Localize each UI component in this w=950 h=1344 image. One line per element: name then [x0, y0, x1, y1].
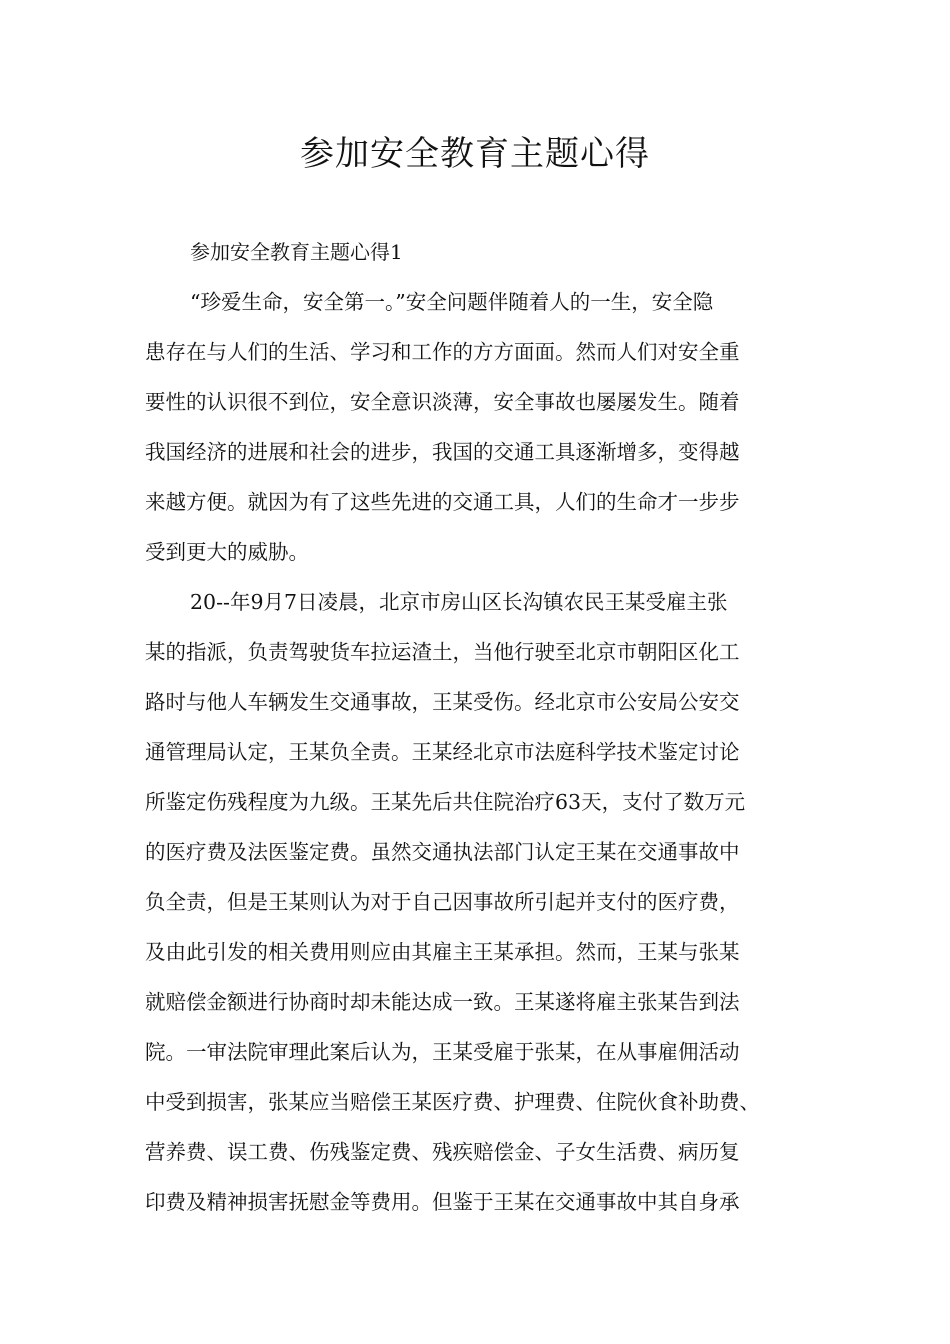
paragraph-2-line: 院。一审法院审理此案后认为，王某受雇于张某，在从事雇佣活动	[145, 1040, 740, 1064]
paragraph-2-line: 20--年9月7日凌晨，北京市房山区长沟镇农民王某受雇主张	[190, 590, 728, 614]
paragraph-1-line: 来越方便。就因为有了这些先进的交通工具，人们的生命才一步步	[145, 490, 740, 514]
paragraph-2-line: 及由此引发的相关费用则应由其雇主王某承担。然而，王某与张某	[145, 940, 740, 964]
section-heading: 参加安全教育主题心得1	[190, 240, 403, 264]
paragraph-2-line: 印费及精神损害抚慰金等费用。但鉴于王某在交通事故中其自身承	[145, 1190, 740, 1214]
paragraph-1-line: 要性的认识很不到位，安全意识淡薄，安全事故也屡屡发生。随着	[145, 390, 740, 414]
paragraph-1-line: 我国经济的进展和社会的进步，我国的交通工具逐渐增多，变得越	[145, 440, 740, 464]
paragraph-2-line: 中受到损害，张某应当赔偿王某医疗费、护理费、住院伙食补助费、	[145, 1090, 760, 1114]
paragraph-2-line: 通管理局认定，王某负全责。王某经北京市法庭科学技术鉴定讨论	[145, 740, 740, 764]
paragraph-2-line: 营养费、误工费、伤残鉴定费、残疾赔偿金、子女生活费、病历复	[145, 1140, 740, 1164]
document-title: 参加安全教育主题心得	[300, 134, 650, 174]
paragraph-2-line: 所鉴定伤残程度为九级。王某先后共住院治疗63天，支付了数万元	[145, 790, 746, 814]
paragraph-1-line: 受到更大的威胁。	[145, 540, 309, 564]
paragraph-2-line: 某的指派，负责驾驶货车拉运渣土，当他行驶至北京市朝阳区化工	[145, 640, 740, 664]
paragraph-1-line: “珍爱生命，安全第一。”安全问题伴随着人的一生，安全隐	[190, 290, 714, 314]
paragraph-1-line: 患存在与人们的生活、学习和工作的方方面面。然而人们对安全重	[145, 340, 740, 364]
paragraph-2-line: 就赔偿金额进行协商时却未能达成一致。王某遂将雇主张某告到法	[145, 990, 740, 1014]
paragraph-2-line: 负全责，但是王某则认为对于自己因事故所引起并支付的医疗费，	[145, 890, 740, 914]
paragraph-2-line: 的医疗费及法医鉴定费。虽然交通执法部门认定王某在交通事故中	[145, 840, 740, 864]
paragraph-2-line: 路时与他人车辆发生交通事故，王某受伤。经北京市公安局公安交	[145, 690, 740, 714]
